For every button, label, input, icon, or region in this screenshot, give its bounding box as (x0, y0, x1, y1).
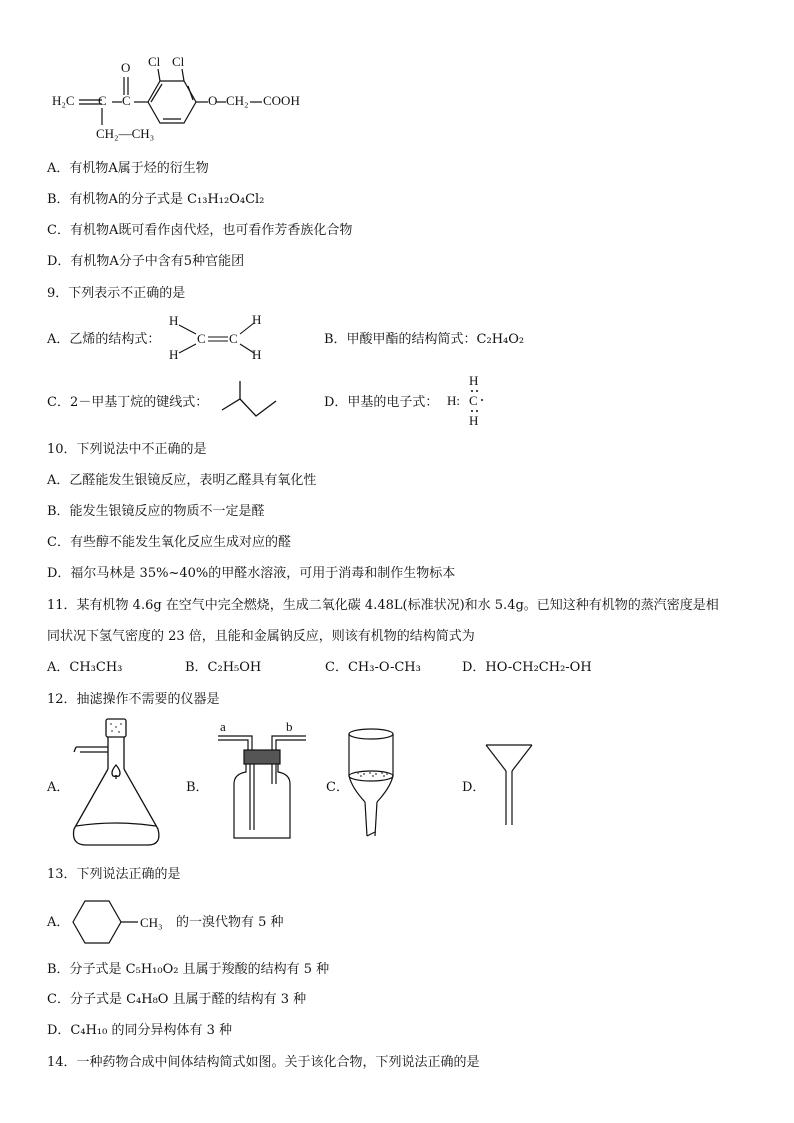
q12-stem: 12．抽滤操作不需要的仪器是 (47, 692, 220, 707)
q8-option-b: B．有机物A的分子式是 C₁₃H₁₂O₄Cl₂ (47, 192, 265, 207)
q13-option-a-suffix: 的一溴代物有 5 种 (176, 915, 284, 930)
q11-option-d: D．HO-CH₂CH₂-OH (462, 660, 592, 675)
chlorine-label-2: Cl (172, 54, 185, 69)
gas-wash-bottle-icon (214, 719, 310, 844)
carbonyl-oxygen-label: O (121, 60, 131, 75)
q9-option-b-label: B．甲酸甲酯的结构简式：C₂H₄O₂ (324, 332, 525, 347)
q13-option-b: B．分子式是 C₅H₁₀O₂ 且属于羧酸的结构有 5 种 (47, 962, 330, 977)
ethylene-c1: C (197, 331, 206, 346)
methyl-h-bottom: H (469, 413, 479, 428)
compound-a-structure (50, 55, 320, 145)
ethylene-h2: H (169, 347, 179, 362)
methyl-h-top: H (469, 373, 479, 388)
ethylene-h1: H (169, 313, 179, 328)
q8-option-a: A．有机物A属于烃的衍生物 (47, 161, 209, 176)
buchner-funnel-icon (346, 726, 396, 842)
chlorine-label-1: Cl (148, 54, 161, 69)
ethyl-label: CH₂—CH₃ (96, 126, 155, 141)
carbon-label-1: C (98, 93, 107, 108)
q9-option-d-label: D．甲基的电子式： (324, 395, 439, 410)
q13-option-d: D．C₄H₁₀ 的同分异构体有 3 种 (47, 1023, 233, 1038)
q8-option-d: D．有机物A分子中含有5种官能团 (47, 254, 245, 269)
q12-option-d-label: D． (462, 780, 486, 795)
h2c-label: H₂C (52, 93, 75, 108)
glass-funnel-icon (484, 743, 534, 829)
q13-option-a-prefix: A． (47, 915, 70, 930)
q11-option-a: A．CH₃CH₃ (47, 660, 123, 675)
q11-option-c: C．CH₃-O-CH₃ (325, 660, 421, 675)
ethylene-h4: H (252, 347, 262, 362)
q14-stem: 14．一种药物合成中间体结构简式如图。关于该化合物，下列说法正确的是 (47, 1055, 480, 1070)
ethylene-c2: C (229, 331, 238, 346)
ch2-label: CH₂ (226, 93, 249, 108)
q10-option-c: C．有些醇不能发生氧化反应生成对应的醛 (47, 535, 291, 550)
q12-option-b-label: B． (186, 780, 209, 795)
bottle-port-b-label: b (286, 719, 293, 734)
q9-stem: 9．下列表示不正确的是 (47, 286, 186, 301)
q9-option-a-label: A．乙烯的结构式： (47, 332, 161, 347)
cooh-label: COOH (263, 93, 300, 108)
q11-stem-line1: 11．某有机物 4.6g 在空气中完全燃烧，生成二氧化碳 4.48L(标准状况)和水 5.4g。已知这种有机物的蒸汽密度是相 (47, 598, 719, 613)
methyl-c: C (469, 393, 478, 408)
methylbutane-skeletal (218, 378, 282, 422)
q11-stem-line2: 同状况下氢气密度的 23 倍，且能和金属钠反应，则该有机物的结构简式为 (47, 629, 475, 644)
ethylene-structure (166, 310, 276, 366)
suction-flask-icon (66, 717, 176, 851)
q10-option-a: A．乙醛能发生银镜反应，表明乙醛具有氧化性 (47, 473, 317, 488)
q8-option-c: C．有机物A既可看作卤代烃，也可看作芳香族化合物 (47, 223, 353, 238)
q10-option-d: D．福尔马林是 35%~40%的甲醛水溶液，可用于消毒和制作生物标本 (47, 566, 456, 581)
methylcyclohexane-structure (70, 897, 176, 947)
q13-stem: 13．下列说法正确的是 (47, 867, 181, 882)
q10-stem: 10．下列说法中不正确的是 (47, 442, 207, 457)
methyl-h-left: H: (447, 393, 460, 408)
ethylene-h3: H (252, 312, 262, 327)
q10-option-b: B．能发生银镜反应的物质不一定是醛 (47, 504, 265, 519)
methyl-electron-formula (444, 372, 484, 430)
q13-option-c: C．分子式是 C₄H₈O 且属于醛的结构有 3 种 (47, 992, 307, 1007)
carbon-label-2: C (122, 93, 131, 108)
q12-option-c-label: C． (326, 780, 349, 795)
bottle-port-a-label: a (220, 719, 226, 734)
q11-option-b: B．C₂H₅OH (185, 660, 262, 675)
q11-options-row (47, 659, 767, 677)
q9-option-c-label: C．2－甲基丁烷的键线式： (47, 395, 209, 410)
q12-option-a-label: A． (47, 780, 70, 795)
ether-oxygen-label: O (208, 93, 218, 108)
methyl-group-label: CH₃ (140, 915, 163, 930)
